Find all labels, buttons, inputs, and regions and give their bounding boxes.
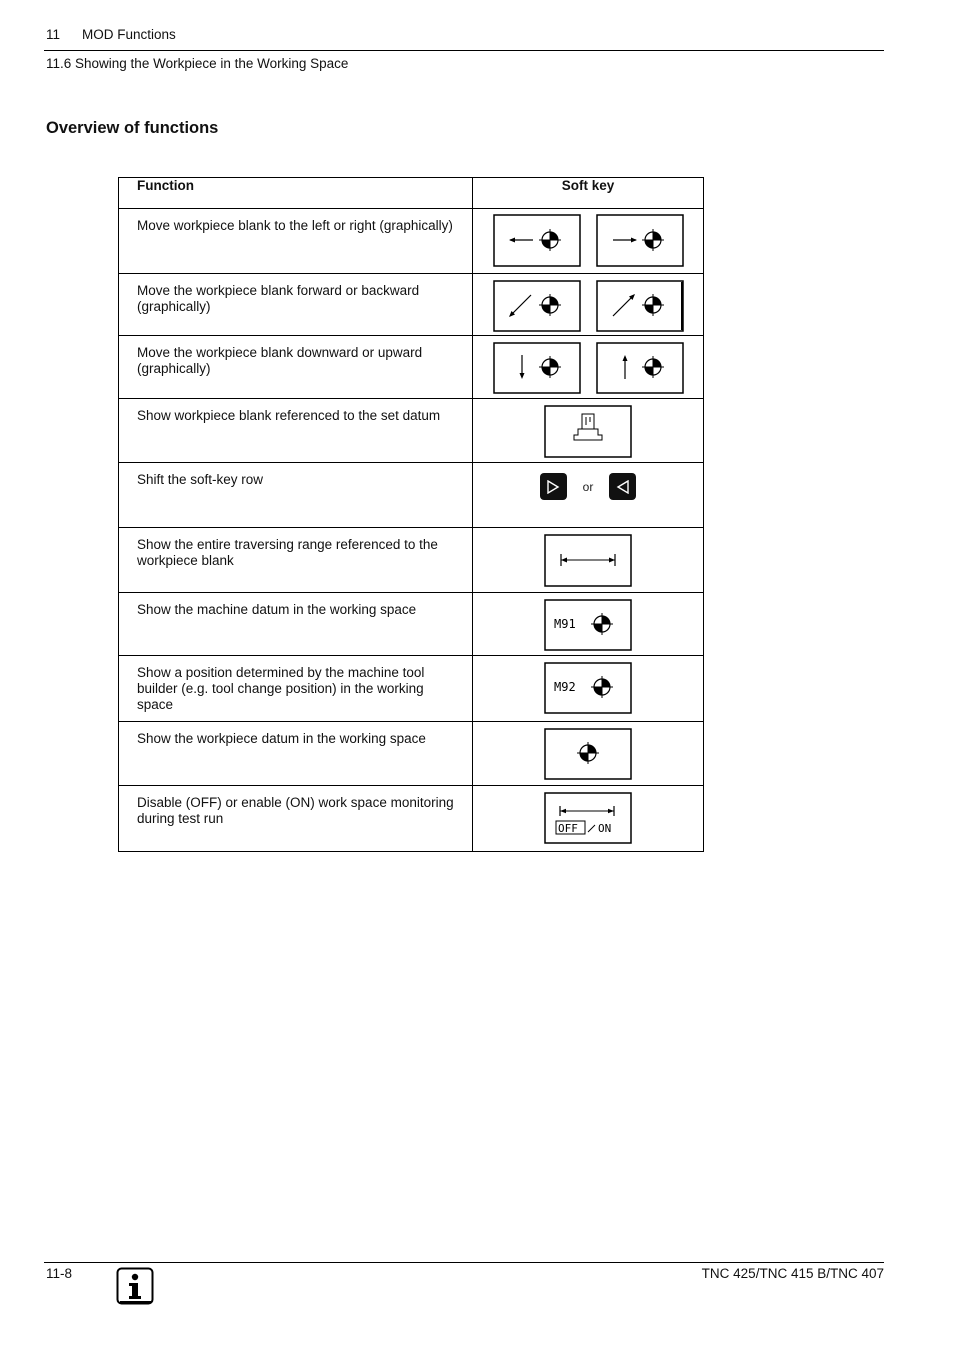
off-on-monitoring-icon[interactable] — [544, 792, 632, 844]
info-icon — [116, 1267, 154, 1305]
chapter-title: MOD Functions — [82, 27, 176, 42]
table-row — [119, 593, 704, 656]
arrow-up-datum-icon[interactable] — [596, 342, 684, 394]
column-header-function: Function — [119, 178, 473, 209]
arrow-diagonal-down-datum-icon[interactable] — [493, 280, 581, 332]
table-row — [119, 274, 704, 336]
next-softkey-row-icon[interactable] — [540, 473, 567, 500]
table-row — [119, 786, 704, 852]
softkey-cell — [473, 463, 704, 528]
arrow-down-datum-icon[interactable] — [493, 342, 581, 394]
arrow-diagonal-up-datum-icon[interactable] — [596, 280, 684, 332]
triangle-left-icon — [616, 480, 630, 494]
softkey-cell — [473, 656, 704, 722]
function-description: Move the workpiece blank downward or upward (graphically) — [119, 336, 473, 399]
section-header: 11.6 Showing the Workpiece in the Working Space — [46, 56, 349, 71]
table-row — [119, 336, 704, 399]
chapter-number: 11 — [46, 27, 61, 42]
function-description: Show the machine datum in the working space — [119, 593, 473, 656]
softkey-cell — [473, 274, 704, 336]
page-title: Overview of functions — [46, 119, 219, 137]
arrow-left-datum-icon[interactable] — [493, 214, 581, 267]
softkey-cell — [473, 786, 704, 852]
workpiece-blank-icon[interactable] — [544, 405, 632, 458]
m92-datum-icon[interactable] — [544, 662, 632, 714]
table-header-row — [119, 178, 704, 209]
table-row — [119, 463, 704, 528]
function-description: Move the workpiece blank forward or backward (graphically) — [119, 274, 473, 336]
function-description: Show the entire traversing range referenced to the workpiece blank — [119, 528, 473, 593]
softkey-cell — [473, 722, 704, 786]
off-label: OFF — [558, 822, 578, 835]
function-description: Show a position determined by the machine tool builder (e.g. tool change position) in the working space — [119, 656, 473, 722]
function-description: Move workpiece blank to the left or right (graphically) — [119, 209, 473, 274]
function-description: Shift the soft-key row — [119, 463, 473, 528]
previous-softkey-row-icon[interactable] — [609, 473, 636, 500]
functions-table — [118, 177, 704, 852]
triangle-right-icon — [546, 480, 560, 494]
function-description: Disable (OFF) or enable (ON) work space monitoring during test run — [119, 786, 473, 852]
column-header-softkey: Soft key — [473, 178, 704, 209]
m92-label: M92 — [554, 680, 576, 694]
workpiece-datum-icon[interactable] — [544, 728, 632, 780]
model-name: TNC 425/TNC 415 B/TNC 407 — [701, 1266, 884, 1281]
m91-datum-icon[interactable] — [544, 599, 632, 651]
table-row — [119, 209, 704, 274]
softkey-cell — [473, 399, 704, 463]
table-row — [119, 722, 704, 786]
softkey-cell — [473, 336, 704, 399]
table-row — [119, 656, 704, 722]
footer-rule — [44, 1262, 884, 1263]
function-description: Show the workpiece datum in the working space — [119, 722, 473, 786]
arrow-right-datum-icon[interactable] — [596, 214, 684, 267]
chapter-header — [46, 27, 176, 42]
on-label: ON — [598, 822, 612, 835]
traverse-range-icon[interactable] — [544, 534, 632, 587]
table-row — [119, 528, 704, 593]
function-description: Show workpiece blank referenced to the set datum — [119, 399, 473, 463]
or-separator: or — [582, 479, 594, 494]
table-row — [119, 399, 704, 463]
m91-label: M91 — [554, 617, 576, 631]
page-number: 11-8 — [46, 1266, 73, 1281]
softkey-cell — [473, 593, 704, 656]
softkey-cell — [473, 528, 704, 593]
header-rule — [44, 50, 884, 51]
softkey-cell — [473, 209, 704, 274]
